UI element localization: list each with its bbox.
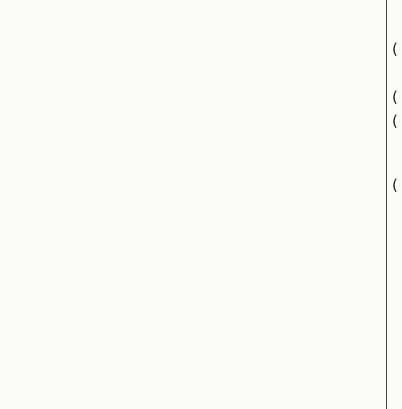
edge-bracket-mark: ( [392,112,398,130]
edge-bracket-mark: ( [392,88,398,106]
column-divider [386,0,387,409]
edge-bracket-mark: ( [392,40,398,58]
edge-bracket-mark: ( [392,176,398,194]
